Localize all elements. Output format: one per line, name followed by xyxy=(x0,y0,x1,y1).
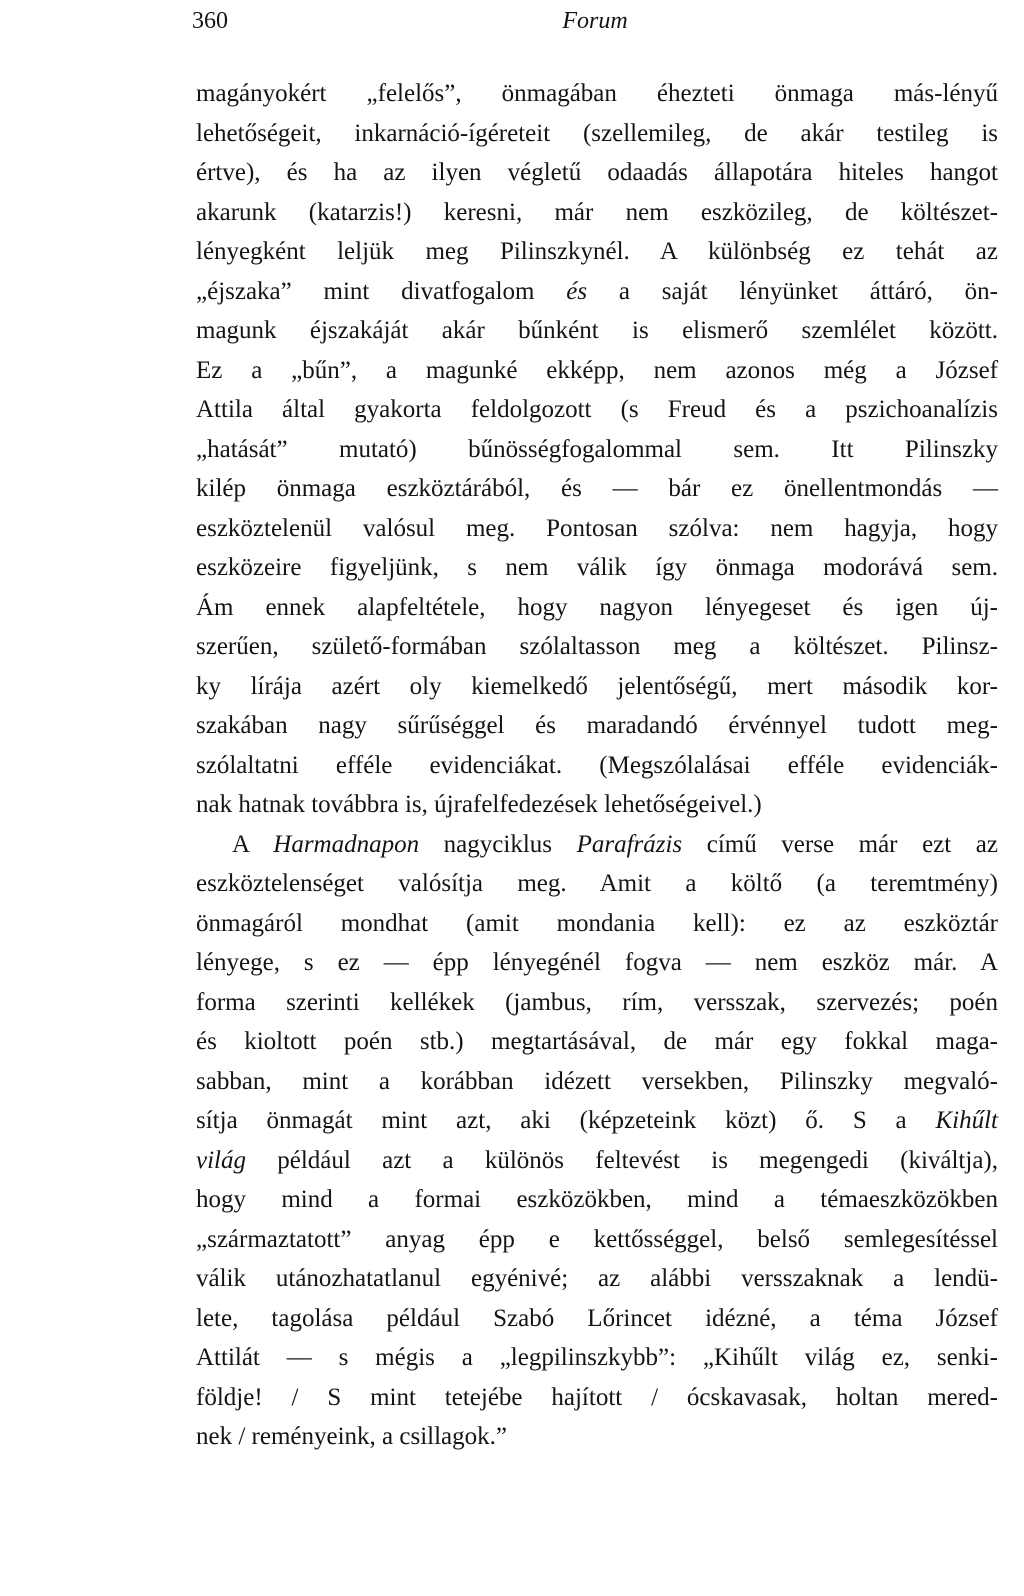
text-line: magunk éjszakáját akár bűnként is elismerő szemlélet között. xyxy=(196,317,998,344)
text-line: lete, tagolása például Szabó Lőrincet idézné, a téma József xyxy=(196,1304,998,1332)
text-line: és kioltott poén stb.) megtartásával, de már egy fokkal maga- xyxy=(196,1028,998,1055)
text-line: sabban, mint a korábban idézett versekben, Pilinszky megvaló- xyxy=(196,1067,998,1095)
text-line: „hatását” mutató) bűnösségfogalommal sem. Itt Pilinszky xyxy=(196,435,998,463)
text-line: szerűen, születő-formában szólaltasson meg a költészet. Pilinsz- xyxy=(196,633,998,660)
italic-text: és xyxy=(566,277,588,305)
page-header xyxy=(192,4,998,38)
text-line: Attila által gyakorta feldolgozott (s Freud és a pszichoanalízis xyxy=(196,396,998,423)
italic-text: Kihűlt xyxy=(935,1107,998,1134)
italic-text: Harmadnapon xyxy=(273,830,420,858)
text-line: lényegként leljük meg Pilinszkynél. A különbség ez tehát az xyxy=(196,238,998,265)
running-title: Forum xyxy=(562,8,628,34)
text-line: kilép önmaga eszköztárából, és — bár ez önellentmondás — xyxy=(196,475,998,502)
italic-text: Parafrázis xyxy=(576,830,683,858)
body-text xyxy=(196,74,998,1457)
text-line: önmagáról mondhat (amit mondania kell): ez az eszköztár xyxy=(196,909,998,937)
italic-text: világ xyxy=(196,1146,246,1174)
text-line: hogy mind a formai eszközökben, mind a témaeszközökben xyxy=(196,1186,998,1213)
text-line: lehetőségeit, inkarnáció-ígéreteit (szellemileg, de akár testileg is xyxy=(196,119,998,147)
text-line: nek / reményeink, a csillagok.” xyxy=(196,1423,507,1450)
text-line: nak hatnak továbbra is, újrafelfedezések lehetőségeivel.) xyxy=(196,791,762,818)
text-line: Ez a „bűn”, a magunké ekképp, nem azonos még a József xyxy=(196,356,998,384)
text-line: szólaltatni efféle evidenciákat. (Megszólalásai efféle evidenciák- xyxy=(196,751,998,779)
text-line: ky lírája azért oly kiemelkedő jelentőségű, mert második kor- xyxy=(196,672,998,700)
text-line: magányokért „felelős”, önmagában éhezteti önmaga más-lényű xyxy=(196,80,998,107)
text-line: eszköztelenül valósul meg. Pontosan szólva: nem hagyja, hogy xyxy=(196,514,998,542)
text-line: Ám ennek alapfeltétele, hogy nagyon lényegeset és igen új- xyxy=(196,593,998,621)
text-line: válik utánozhatatlanul egyénivé; az alábbi versszaknak a lendü- xyxy=(196,1265,998,1292)
text-line: eszköztelenséget valósítja meg. Amit a költő (a teremtmény) xyxy=(196,870,998,897)
text-line: „származtatott” anyag épp e kettősséggel, belső semlegesítéssel xyxy=(196,1225,998,1253)
text-line: lényege, s ez — épp lényegénél fogva — nem eszköz már. A xyxy=(196,949,998,976)
text-line: forma szerinti kellékek (jambus, rím, versszak, szervezés; poén xyxy=(196,988,998,1016)
text-line: Attilát — s mégis a „legpilinszkybb”: „Kihűlt világ ez, senki- xyxy=(196,1344,998,1371)
text-line: akarunk (katarzis!) keresni, már nem eszközileg, de költészet- xyxy=(196,198,998,226)
text-line: eszközeire figyeljünk, s nem válik így önmaga modorává sem. xyxy=(196,554,998,581)
text-line: földje! / S mint tetejébe hajított / ócskavasak, holtan mered- xyxy=(196,1383,998,1411)
text-line: A Harmadnapon nagyciklus Parafrázis című verse már ezt az xyxy=(232,830,998,858)
page-number: 360 xyxy=(192,8,228,34)
text-line: „éjszaka” mint divatfogalom és a saját lényünket áttáró, ön- xyxy=(196,277,999,305)
text-line: értve), és ha az ilyen végletű odaadás állapotára hiteles hangot xyxy=(196,159,998,186)
text-line: világ például azt a különös feltevést is megengedi (kiváltja), xyxy=(196,1146,998,1174)
text-line: szakában nagy sűrűséggel és maradandó érvénnyel tudott meg- xyxy=(196,712,998,739)
text-line: sítja önmagát mint azt, aki (képzeteink közt) ő. S a Kihűlt xyxy=(196,1107,998,1134)
